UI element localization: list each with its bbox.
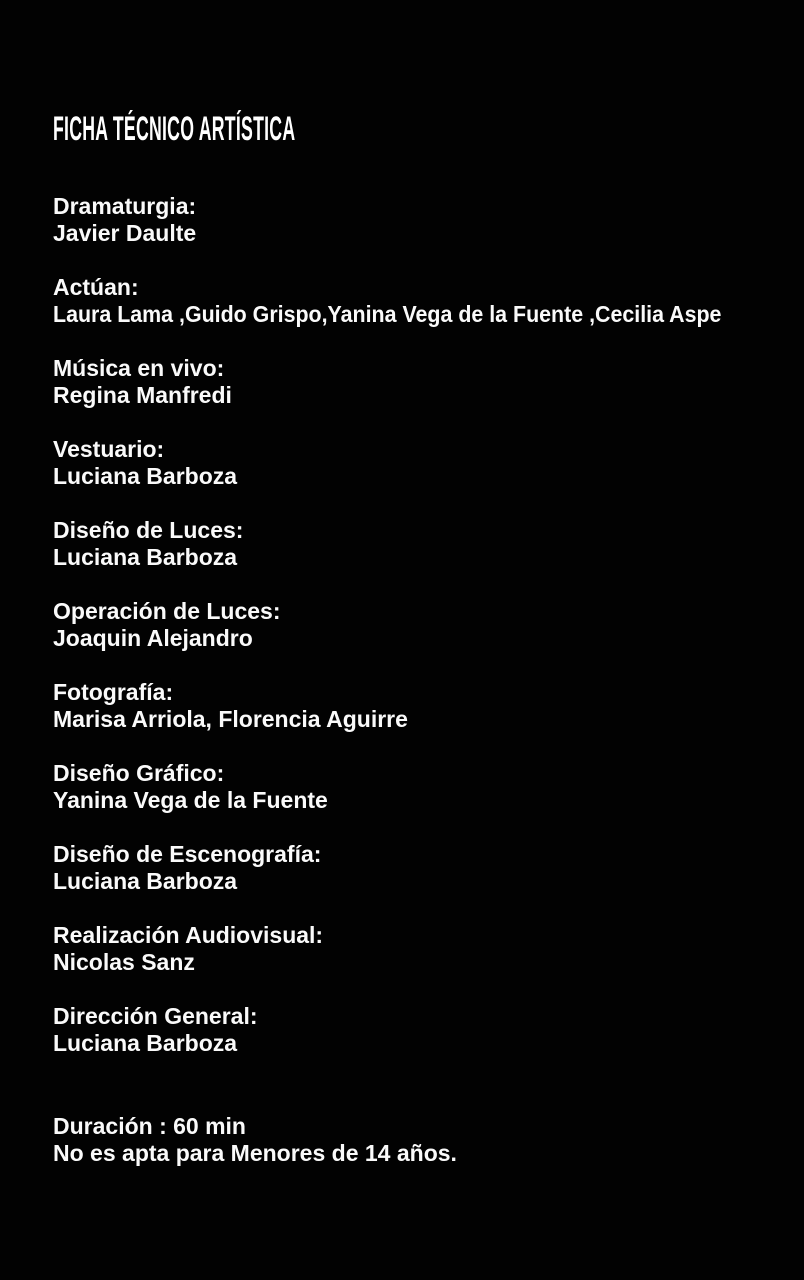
credit-label: Música en vivo: bbox=[53, 355, 225, 381]
credit-value: Yanina Vega de la Fuente bbox=[53, 787, 328, 813]
credit-label: Dramaturgia: bbox=[53, 193, 197, 219]
credit-value: Laura Lama ,Guido Grispo,Yanina Vega de la Fuente ,Cecilia Aspe bbox=[53, 301, 722, 327]
credit-label: Realización Audiovisual: bbox=[53, 922, 324, 948]
credit-label: Vestuario: bbox=[53, 436, 165, 462]
credit-label: Dirección General: bbox=[53, 1003, 258, 1029]
credit-label: Actúan: bbox=[53, 274, 139, 300]
credits-list bbox=[53, 193, 804, 1057]
credit-section bbox=[53, 355, 804, 409]
credit-label: Diseño de Luces: bbox=[53, 517, 244, 543]
credit-label: Fotografía: bbox=[53, 679, 174, 705]
credit-section bbox=[53, 841, 804, 895]
duration-text: Duración : 60 min bbox=[53, 1113, 246, 1139]
credit-section bbox=[53, 679, 804, 733]
credit-section bbox=[53, 1003, 804, 1057]
credit-label: Diseño Gráfico: bbox=[53, 760, 225, 786]
credit-value: Luciana Barboza bbox=[53, 463, 238, 489]
credit-value: Nicolas Sanz bbox=[53, 949, 195, 975]
credit-label: Diseño de Escenografía: bbox=[53, 841, 322, 867]
credit-label: Operación de Luces: bbox=[53, 598, 281, 624]
credit-section bbox=[53, 517, 804, 571]
credit-value: Regina Manfredi bbox=[53, 382, 232, 408]
credit-value: Luciana Barboza bbox=[53, 868, 238, 894]
credit-value: Luciana Barboza bbox=[53, 544, 238, 570]
credit-value: Marisa Arriola, Florencia Aguirre bbox=[53, 706, 408, 732]
credit-value: Joaquin Alejandro bbox=[53, 625, 253, 651]
credit-section bbox=[53, 436, 804, 490]
rating-text: No es apta para Menores de 14 años. bbox=[53, 1140, 457, 1166]
credit-section bbox=[53, 598, 804, 652]
credit-value: Javier Daulte bbox=[53, 220, 197, 246]
footer bbox=[53, 1113, 804, 1167]
page-title: FICHA TÉCNICO ARTÍSTICA bbox=[53, 110, 296, 148]
credit-section bbox=[53, 760, 804, 814]
credit-section bbox=[53, 193, 804, 247]
credit-value: Luciana Barboza bbox=[53, 1030, 238, 1056]
credit-section bbox=[53, 922, 804, 976]
credit-section bbox=[53, 274, 804, 328]
